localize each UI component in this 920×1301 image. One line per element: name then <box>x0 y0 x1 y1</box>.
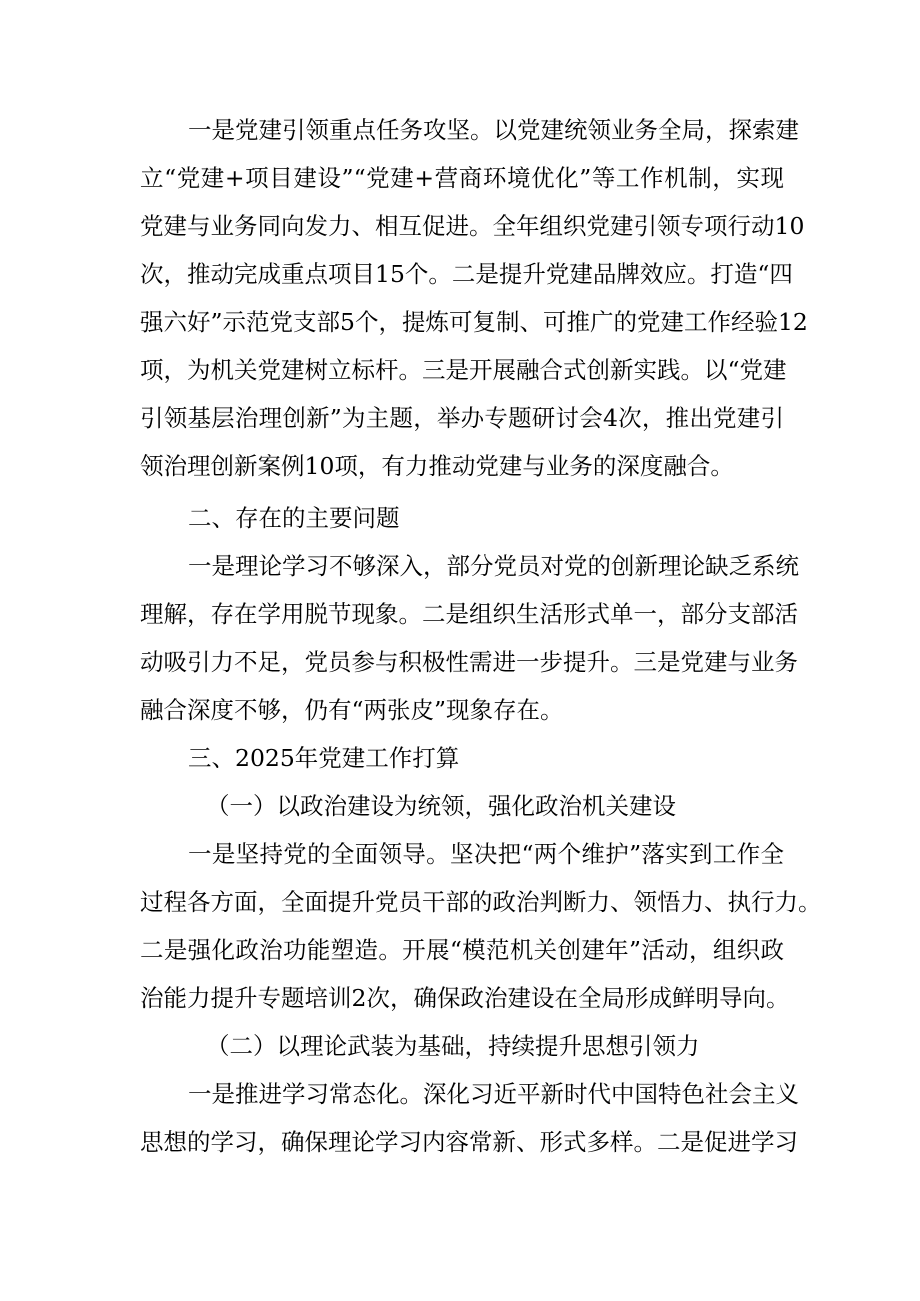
text-line <box>0 638 920 686</box>
paragraph-line: 引领基层治理创新”为主题，举办专题研讨会4次，推出党建引 <box>140 404 784 432</box>
paragraph-line: 强六好”示范党支部5个，提炼可复制、可推广的党建工作经验12 <box>140 308 808 336</box>
text-line <box>0 494 920 542</box>
text-line <box>0 154 920 202</box>
text-line <box>0 974 920 1022</box>
text-line <box>0 542 920 590</box>
text-line <box>0 442 920 490</box>
paragraph-line: 次，推动完成重点项目15个。二是提升党建品牌效应。打造“四 <box>140 260 793 288</box>
text-line <box>0 250 920 298</box>
paragraph-line: 过程各方面，全面提升党员干部的政治判断力、领悟力、执行力。 <box>140 888 822 916</box>
paragraph-line: 动吸引力不足，党员参与积极性需进一步提升。三是党建与业务 <box>140 648 798 676</box>
text-line <box>0 830 920 878</box>
text-line <box>0 590 920 638</box>
subsection-heading: （一）以政治建设为统领，强化政治机关建设 <box>206 792 676 820</box>
paragraph-first-line: 一是理论学习不够深入，部分党员对党的创新理论缺乏系统 <box>188 552 799 580</box>
text-line <box>0 926 920 974</box>
text-line <box>0 1118 920 1166</box>
text-line <box>0 106 920 154</box>
text-line <box>0 1022 920 1070</box>
text-line <box>0 1070 920 1118</box>
paragraph-first-line: 一是党建引领重点任务攻坚。以党建统领业务全局，探索建 <box>188 116 799 144</box>
paragraph-line: 二是强化政治功能塑造。开展“模范机关创建年”活动，组织政 <box>140 936 784 964</box>
section-heading: 三、2025年党建工作打算 <box>188 744 460 772</box>
paragraph-first-line: 一是推进学习常态化。深化习近平新时代中国特色社会主义 <box>188 1080 799 1108</box>
text-line <box>0 686 920 734</box>
section-heading: 二、存在的主要问题 <box>188 504 400 532</box>
text-line <box>0 734 920 782</box>
paragraph-last-line: 治能力提升专题培训2次，确保政治建设在全局形成鲜明导向。 <box>140 984 790 1012</box>
paragraph-line: 思想的学习，确保理论学习内容常新、形式多样。二是促进学习 <box>140 1128 798 1156</box>
text-line <box>0 346 920 394</box>
paragraph-line: 项，为机关党建树立标杆。三是开展融合式创新实践。以“党建 <box>140 356 787 384</box>
paragraph-line: 立“党建+项目建设”“党建+营商环境优化”等工作机制，实现 <box>140 164 784 192</box>
text-line <box>0 394 920 442</box>
text-line <box>0 878 920 926</box>
text-line <box>0 298 920 346</box>
paragraph-line: 理解，存在学用脱节现象。二是组织生活形式单一，部分支部活 <box>140 600 798 628</box>
paragraph-last-line: 领治理创新案例10项，有力推动党建与业务的深度融合。 <box>140 452 734 480</box>
text-line <box>0 202 920 250</box>
text-line <box>0 782 920 830</box>
paragraph-line: 党建与业务同向发力、相互促进。全年组织党建引领专项行动10 <box>140 212 805 240</box>
subsection-heading: （二）以理论武装为基础，持续提升思想引领力 <box>206 1032 700 1060</box>
paragraph-first-line: 一是坚持党的全面领导。坚决把“两个维护”落实到工作全 <box>188 840 784 868</box>
paragraph-last-line: 融合深度不够，仍有“两张皮”现象存在。 <box>140 696 564 724</box>
